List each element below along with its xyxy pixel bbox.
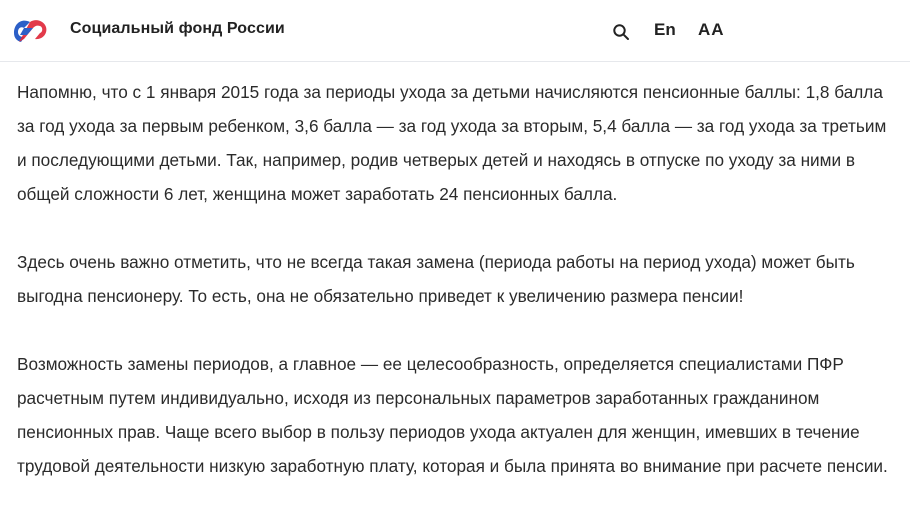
language-switch[interactable]: En [654, 20, 676, 39]
brand-name[interactable]: Социальный фонд России [70, 20, 285, 37]
article-paragraph: Возможность замены периодов, а главное — ее целесообразность, определяется специалистами ПФР расчетным путем индивидуально, исходя из персональных параметров заработанных гражданином пенсионных прав. Чаще всего выбор в пользу периодов ухода актуален для женщин, имевших в течение трудовой деятельности низкую заработную плату, которая и была принята во внимание при расчете пенсии. [17, 354, 888, 476]
article-paragraph: Здесь очень важно отметить, что не всегда такая замена (периода работы на период ухода) может быть выгодна пенсионеру. То есть, она не обязательно приведет к увеличению размера пенсии! [17, 252, 855, 306]
site-header [0, 0, 910, 62]
accessibility-toggle[interactable]: AA [698, 20, 725, 39]
search-icon[interactable] [612, 23, 630, 41]
sfr-logo-icon[interactable] [10, 13, 50, 47]
article-body [17, 75, 897, 517]
article-paragraph: Напомню, что с 1 января 2015 года за периоды ухода за детьми начисляются пенсионные баллы: 1,8 балла за год ухода за первым ребенком, 3,6 балла — за год ухода за вторым, 5,4 балла — за год ухода за третьим и последующими детьми. Так, например, родив четверых детей и находясь в отпуске по уходу за ними в общей сложности 6 лет, женщина может заработать 24 пенсионных балла. [17, 82, 887, 204]
